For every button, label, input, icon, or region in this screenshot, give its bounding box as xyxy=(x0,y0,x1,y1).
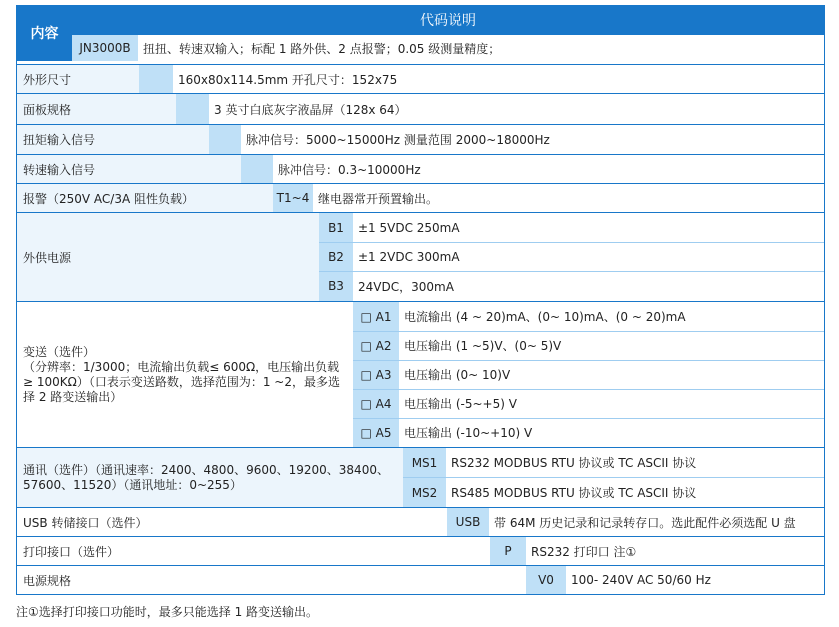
psu-code-b3: B3 xyxy=(319,271,353,301)
usb-label: USB 转储接口（选件） xyxy=(17,508,447,536)
psu-code-b2: B2 xyxy=(319,242,353,271)
power-description: 100- 240V AC 50/60 Hz xyxy=(566,566,824,594)
panel-label: 面板规格 xyxy=(17,94,176,124)
transmit-desc-a2: 电压输出 (1 ~5)V、(0~ 5)V xyxy=(399,331,824,360)
transmit-desc-a3: 电压输出 (0~ 10)V xyxy=(399,360,824,389)
border-line xyxy=(17,124,824,125)
torque-code-cell xyxy=(209,125,241,154)
border-line xyxy=(17,565,824,566)
psu-desc-b2: ±1 2VDC 300mA xyxy=(353,242,824,271)
power-code: V0 xyxy=(526,566,566,594)
border-line xyxy=(17,507,824,508)
transmit-label: 变送（选件） （分辨率：1/3000；电流输出负载≤ 600Ω，电压输出负载≥ 100KΩ）（口表示变送路数，选择范围为：1 ~2，最多选择 2 路变送输出） xyxy=(17,302,353,447)
alarm-code: T1~4 xyxy=(273,184,313,212)
border-line xyxy=(17,212,824,213)
transmit-desc-a1: 电流输出 (4 ~ 20)mA、(0~ 10)mA、(0 ~ 20)mA xyxy=(399,302,824,331)
transmit-code-a4: □ A4 xyxy=(353,389,399,418)
print-description: RS232 打印口 注① xyxy=(526,537,824,565)
transmit-code-a2: □ A2 xyxy=(353,331,399,360)
psu-desc-b1: ±1 5VDC 250mA xyxy=(353,213,824,242)
border-line xyxy=(17,154,824,155)
psu-desc-b3: 24VDC，300mA xyxy=(353,271,824,301)
transmit-code-a5: □ A5 xyxy=(353,418,399,447)
transmit-desc-a4: 电压输出 (-5~+5) V xyxy=(399,389,824,418)
psu-label: 外供电源 xyxy=(17,213,319,301)
comm-code-ms2: MS2 xyxy=(403,478,446,507)
border-line xyxy=(353,360,824,361)
panel-code-cell xyxy=(176,94,209,124)
border-line xyxy=(353,331,824,332)
alarm-description: 继电器常开预置输出。 xyxy=(313,184,824,212)
alarm-label: 报警（250V AC/3A 阻性负载） xyxy=(17,184,273,212)
power-label: 电源规格 xyxy=(17,566,526,594)
content-header: 内容 xyxy=(17,5,72,61)
dims-code-cell xyxy=(139,65,173,93)
border-line xyxy=(17,64,824,65)
border-line xyxy=(16,5,17,595)
border-line xyxy=(17,447,824,448)
transmit-desc-a5: 电压输出 (-10~+10) V xyxy=(399,418,824,447)
usb-description: 带 64M 历史记录和记录转存口。选此配件必须选配 U 盘 xyxy=(489,508,824,536)
speed-code-cell xyxy=(241,155,273,183)
border-line xyxy=(17,536,824,537)
dims-description: 160x80x114.5mm 开孔尺寸：152x75 xyxy=(173,65,824,93)
model-code: JN3000B xyxy=(72,35,138,61)
code-title-header: 代码说明 xyxy=(72,5,824,35)
border-line xyxy=(17,594,824,595)
border-line xyxy=(353,389,824,390)
border-line xyxy=(824,5,825,595)
border-line xyxy=(17,93,824,94)
border-line xyxy=(319,271,824,272)
border-line xyxy=(17,183,824,184)
border-line xyxy=(319,242,824,243)
torque-description: 脉冲信号：5000~15000Hz 测量范围 2000~18000Hz xyxy=(241,125,824,154)
comm-code-ms1: MS1 xyxy=(403,448,446,477)
border-line xyxy=(17,301,824,302)
print-label: 打印接口（选件） xyxy=(17,537,490,565)
dims-label: 外形尺寸 xyxy=(17,65,139,93)
comm-desc-ms1: RS232 MODBUS RTU 协议或 TC ASCII 协议 xyxy=(446,448,824,477)
comm-desc-ms2: RS485 MODBUS RTU 协议或 TC ASCII 协议 xyxy=(446,478,824,507)
speed-label: 转速输入信号 xyxy=(17,155,241,183)
comm-label: 通讯（选件）（通讯速率：2400、4800、9600、19200、38400、57600、11520）（通讯地址：0~255） xyxy=(17,448,403,507)
panel-description: 3 英寸白底灰字液晶屏（128x 64） xyxy=(209,94,824,124)
transmit-code-a3: □ A3 xyxy=(353,360,399,389)
torque-label: 扭矩输入信号 xyxy=(17,125,209,154)
speed-description: 脉冲信号：0.3~10000Hz xyxy=(273,155,824,183)
usb-code: USB xyxy=(447,508,489,536)
footnote: 注①选择打印接口功能时，最多只能选择 1 路变送输出。 xyxy=(16,605,319,619)
print-code: P xyxy=(490,537,526,565)
border-line xyxy=(353,418,824,419)
psu-code-b1: B1 xyxy=(319,213,353,242)
model-description: 扭扭、转速双输入；标配 1 路外供、2 点报警；0.05 级测量精度； xyxy=(138,35,824,61)
border-line xyxy=(403,477,824,478)
transmit-code-a1: □ A1 xyxy=(353,302,399,331)
